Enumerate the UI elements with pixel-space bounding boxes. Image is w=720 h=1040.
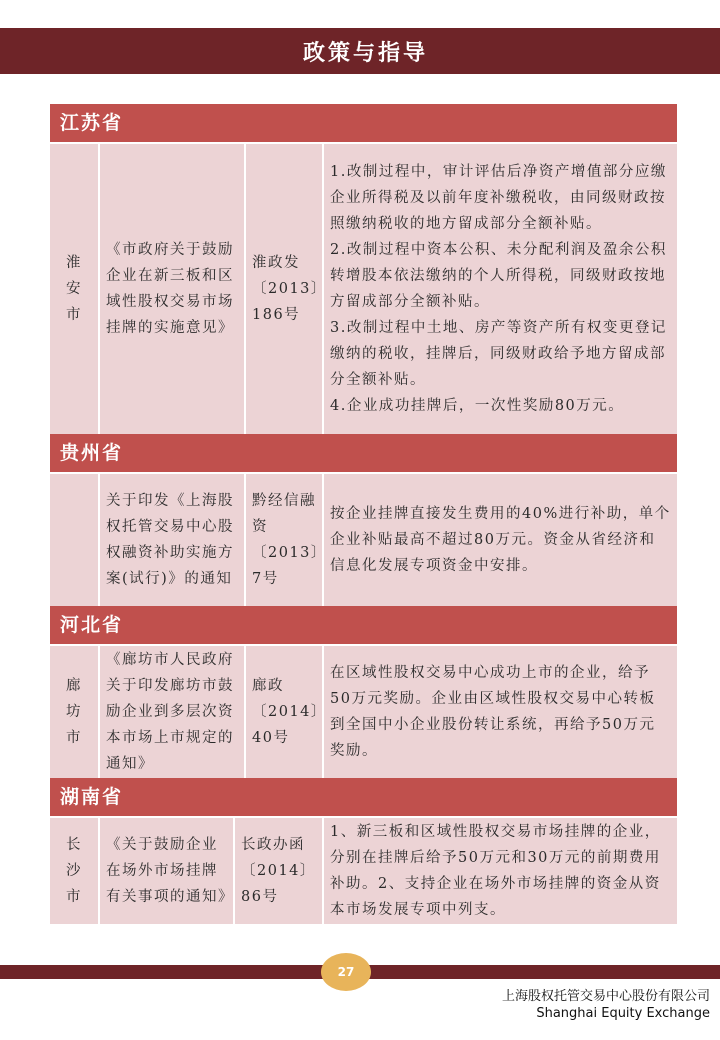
details-cell bbox=[324, 646, 677, 778]
document-title: 《廊坊市人民政府关于印发廊坊市鼓励企业到多层次资本市场上市规定的通知》 bbox=[106, 652, 234, 772]
detail-item: 4.企业成功挂牌后，一次性奖励80万元。 bbox=[330, 398, 625, 414]
city-cell bbox=[50, 818, 100, 924]
table-row bbox=[50, 816, 677, 924]
city-cell bbox=[50, 144, 100, 434]
policy-table bbox=[50, 104, 677, 924]
city-name: 廊坊市 bbox=[66, 678, 82, 746]
province-header-hebei: 河北省 bbox=[50, 606, 677, 644]
document-number-cell bbox=[246, 144, 327, 434]
detail-item: 在区域性股权交易中心成功上市的企业，给予50万元奖励。企业由区域性股权交易中心转板到全国中小企业股份转让系统，再给予50万元奖励。 bbox=[330, 665, 656, 759]
document-cell bbox=[100, 144, 246, 434]
detail-item: 按企业挂牌直接发生费用的40%进行补助，单个企业补贴最高不超过80万元。资金从省经济和信息化发展专项资金中安排。 bbox=[330, 506, 671, 574]
document-number: 淮政发〔2013〕186号 bbox=[252, 255, 327, 323]
document-cell bbox=[100, 646, 246, 778]
detail-item: 2.改制过程中资本公积、未分配利润及盈余公积转增股本依法缴纳的个人所得税，同级财政按地方留成部分全额补贴。 bbox=[330, 242, 667, 310]
province-header-jiangsu: 江苏省 bbox=[50, 104, 677, 142]
details-cell bbox=[324, 818, 677, 924]
page-number: 27 bbox=[321, 953, 371, 991]
city-name: 长沙市 bbox=[66, 837, 82, 905]
table-row bbox=[50, 142, 677, 434]
document-number: 廊政〔2014〕40号 bbox=[252, 678, 327, 746]
city-cell bbox=[50, 646, 100, 778]
city-name: 淮安市 bbox=[66, 255, 82, 323]
province-header-guizhou: 贵州省 bbox=[50, 434, 677, 472]
details-cell bbox=[324, 474, 677, 606]
table-row bbox=[50, 472, 677, 606]
detail-item: 1、新三板和区域性股权交易市场挂牌的企业，分别在挂牌后给予50万元和30万元的前期费用补助。2、支持企业在场外市场挂牌的资金从资本市场发展专项中列支。 bbox=[330, 824, 661, 918]
city-cell bbox=[50, 474, 100, 606]
footer bbox=[502, 988, 710, 1022]
table-row bbox=[50, 644, 677, 778]
document-title: 《市政府关于鼓励企业在新三板和区域性股权交易市场挂牌的实施意见》 bbox=[106, 242, 234, 336]
document-number: 长政办函〔2014〕86号 bbox=[241, 837, 316, 905]
document-title: 关于印发《上海股权托管交易中心股权融资补助实施方案(试行)》的通知 bbox=[106, 493, 234, 587]
details-cell bbox=[324, 144, 677, 434]
document-number-cell bbox=[246, 474, 327, 606]
document-title: 《关于鼓励企业在场外市场挂牌有关事项的通知》 bbox=[106, 837, 234, 905]
detail-item: 1.改制过程中，审计评估后净资产增值部分应缴企业所得税及以前年度补缴税收，由同级财政按照缴纳税收的地方留成部分全额补贴。 bbox=[330, 164, 667, 232]
detail-item: 3.改制过程中土地、房产等资产所有权变更登记缴纳的税收，挂牌后，同级财政给予地方留成部分全额补贴。 bbox=[330, 320, 667, 388]
company-name-en: Shanghai Equity Exchange bbox=[536, 1006, 710, 1021]
document-number-cell bbox=[246, 646, 327, 778]
province-header-hunan: 湖南省 bbox=[50, 778, 677, 816]
document-number-cell bbox=[235, 818, 324, 924]
document-cell bbox=[100, 818, 235, 924]
document-cell bbox=[100, 474, 246, 606]
company-name-cn: 上海股权托管交易中心股份有限公司 bbox=[501, 989, 710, 1004]
document-number: 黔经信融资〔2013〕7号 bbox=[252, 493, 327, 587]
page-title: 政策与指导 bbox=[302, 40, 428, 66]
